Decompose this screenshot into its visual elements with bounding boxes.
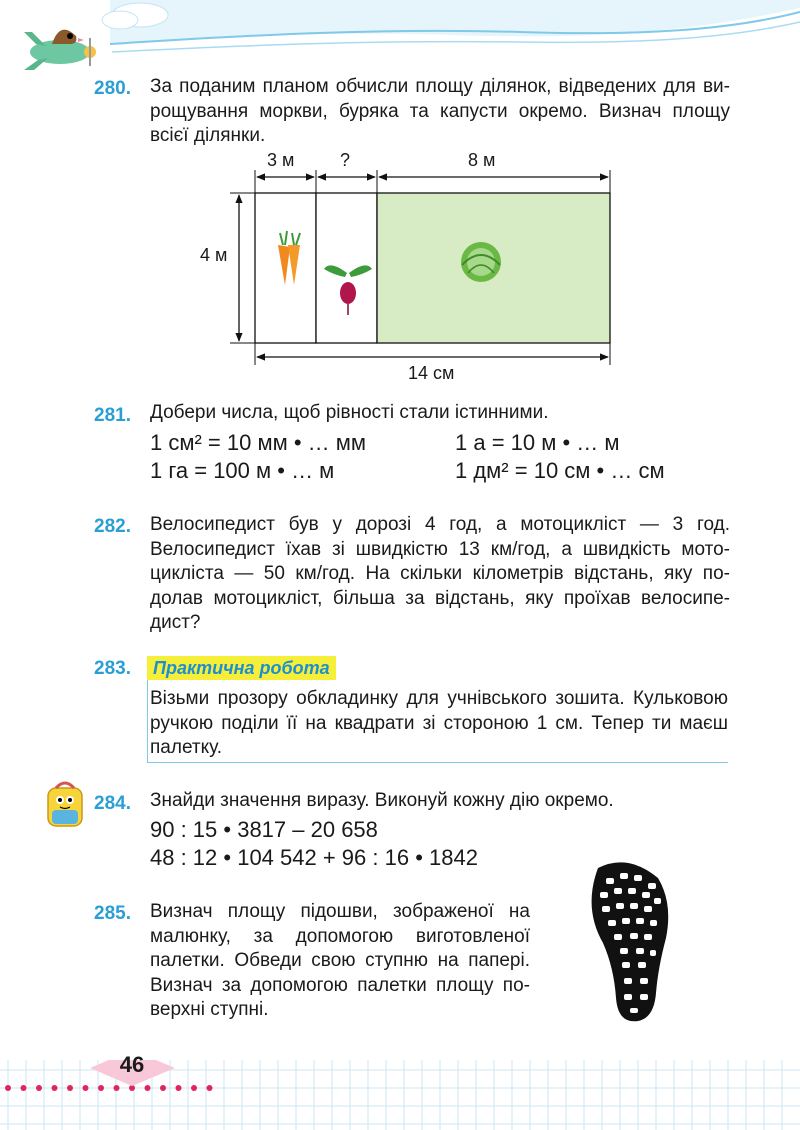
dim-label-unknown: ? [340, 150, 351, 170]
task-285-line-5: верхні ступні. [150, 999, 269, 1020]
task-283-number: 283. [94, 658, 131, 679]
backpack-icon [42, 780, 88, 830]
task-280-text [150, 75, 730, 149]
task-283-line-1: Візьми прозору обкладинку для учнівського зошита. Кульковою [150, 688, 728, 709]
task-280-line-3: всієї ділянки. [150, 125, 266, 146]
task-282-text [150, 513, 730, 636]
task-281-text: Добери числа, щоб рівності стали істинними. [150, 402, 549, 423]
plot-plan-diagram [190, 145, 640, 390]
task-280-number: 280. [94, 78, 131, 99]
airplane-hedgehog-icon [18, 14, 98, 74]
task-284-expr-2: 48 : 12 • 104 542 + 96 : 16 • 1842 [150, 845, 478, 870]
task-282-number: 282. [94, 516, 131, 537]
task-282-line-2: Велосипедист їхав зі швидкістю 13 км/год, а швидкість мото- [150, 538, 730, 560]
dim-label-3m: 3 м [267, 150, 295, 170]
task-285-text [150, 900, 530, 1023]
task-281-eq-4: 1 дм² = 10 см • … см [455, 458, 665, 483]
task-282-line-1: Велосипедист був у дорозі 4 год, а мотоцикліст — 3 год. [150, 514, 730, 535]
task-282-line-3: цикліста — 50 км/год. На скільки кілометрів відстань, яку по- [150, 563, 730, 584]
task-285-line-4: Визнач за допомогою палетки площу по- [150, 974, 530, 996]
task-282-line-5: дист? [150, 612, 201, 633]
task-284-text: Знайди значення виразу. Виконуй кожну дію окремо. [150, 790, 614, 811]
page-number: 46 [119, 1052, 145, 1077]
shoe-sole-icon [578, 858, 678, 1028]
task-280-line-1: За поданим планом обчисли площу ділянок, відведених для ви- [150, 76, 730, 97]
task-280-line-2: рощування моркви, буряка та капусти окремо. Визнач площу [150, 100, 730, 122]
practical-work-badge: Практична робота [147, 656, 336, 680]
task-285-line-1: Визнач площу підошви, зображеної на [150, 901, 530, 922]
dim-label-8m: 8 м [468, 150, 496, 170]
task-285-number: 285. [94, 903, 131, 924]
header-decoration [0, 0, 800, 70]
task-283-line-3: палетку. [150, 737, 222, 758]
task-281-eq-1: 1 см² = 10 мм • … мм [150, 430, 366, 455]
dim-label-14cm: 14 см [408, 363, 455, 383]
task-281-eq-3: 1 га = 100 м • … м [150, 458, 335, 483]
task-284-number: 284. [94, 793, 131, 814]
task-282-line-4: долав мотоцикліст, більша за відстань, яку проїхав велосипе- [150, 587, 730, 609]
cabbage-icon [461, 242, 501, 282]
task-281-number: 281. [94, 405, 131, 426]
dim-label-4m: 4 м [200, 245, 228, 265]
task-281-eq-2: 1 а = 10 м • … м [455, 430, 620, 455]
task-283-line-2: ручкою поділи її на квадрати зі стороною 1 см. Тепер ти маєш [150, 712, 728, 734]
task-284-expr-1: 90 : 15 • 3817 – 20 658 [150, 817, 378, 842]
task-283-text [150, 687, 728, 761]
task-285-line-2: малюнку, за допомогою виготовленої [150, 925, 530, 947]
task-285-line-3: палетки. Обведи свою ступню на папері. [150, 950, 530, 971]
